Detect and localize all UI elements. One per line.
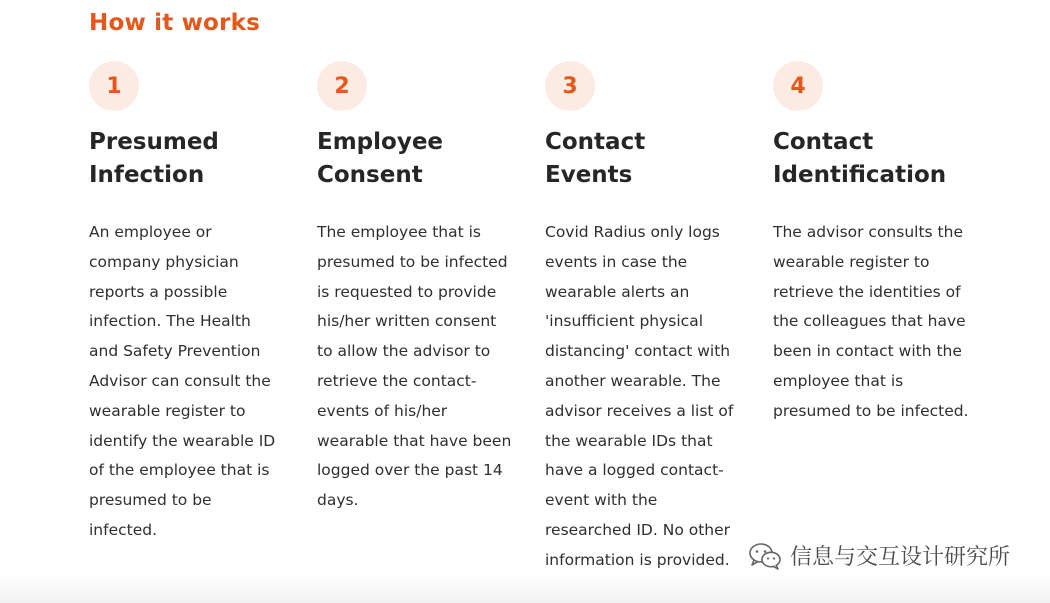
step-description: The advisor consults the wearable register to retrieve the identities of the colleagues that have been in contact with the employee that is presumed to be infected. xyxy=(773,223,969,420)
step-number-badge: 3 xyxy=(545,61,595,111)
step-employee-consent xyxy=(317,61,527,516)
step-contact-events xyxy=(545,61,755,576)
watermark xyxy=(744,538,1016,573)
section-title: How it works xyxy=(89,10,260,36)
step-title: Presumed Infection xyxy=(89,129,219,188)
wechat-icon xyxy=(748,542,782,570)
step-number-badge: 2 xyxy=(317,61,367,111)
step-contact-identification xyxy=(773,61,983,427)
bottom-fade xyxy=(0,573,1050,603)
step-number-badge: 1 xyxy=(89,61,139,111)
step-title: Contact Events xyxy=(545,129,646,188)
step-presumed-infection xyxy=(89,61,299,546)
step-title: Contact Identification xyxy=(773,129,947,188)
step-number-badge: 4 xyxy=(773,61,823,111)
step-title: Employee Consent xyxy=(317,129,444,188)
steps-list xyxy=(89,61,1001,591)
step-description: An employee or company physician reports a possible infection. The Health and Safety Prevention Advisor can consult the wearable register to identify the wearable ID of the employee that is presumed to be infected. xyxy=(89,223,276,539)
step-description: The employee that is presumed to be infected is requested to provide his/her written consent to allow the advisor to retrieve the contact- events of his/her wearable that have been logged over the past 14 days. xyxy=(317,223,512,510)
step-description: Covid Radius only logs events in case the wearable alerts an 'insufficient physical distancing' contact with another wearable. The advisor receives a list of the wearable IDs that have a logged contact- event with the researched ID. No other information is provided. xyxy=(545,223,734,569)
watermark-text: 信息与交互设计研究所 xyxy=(789,545,1010,570)
